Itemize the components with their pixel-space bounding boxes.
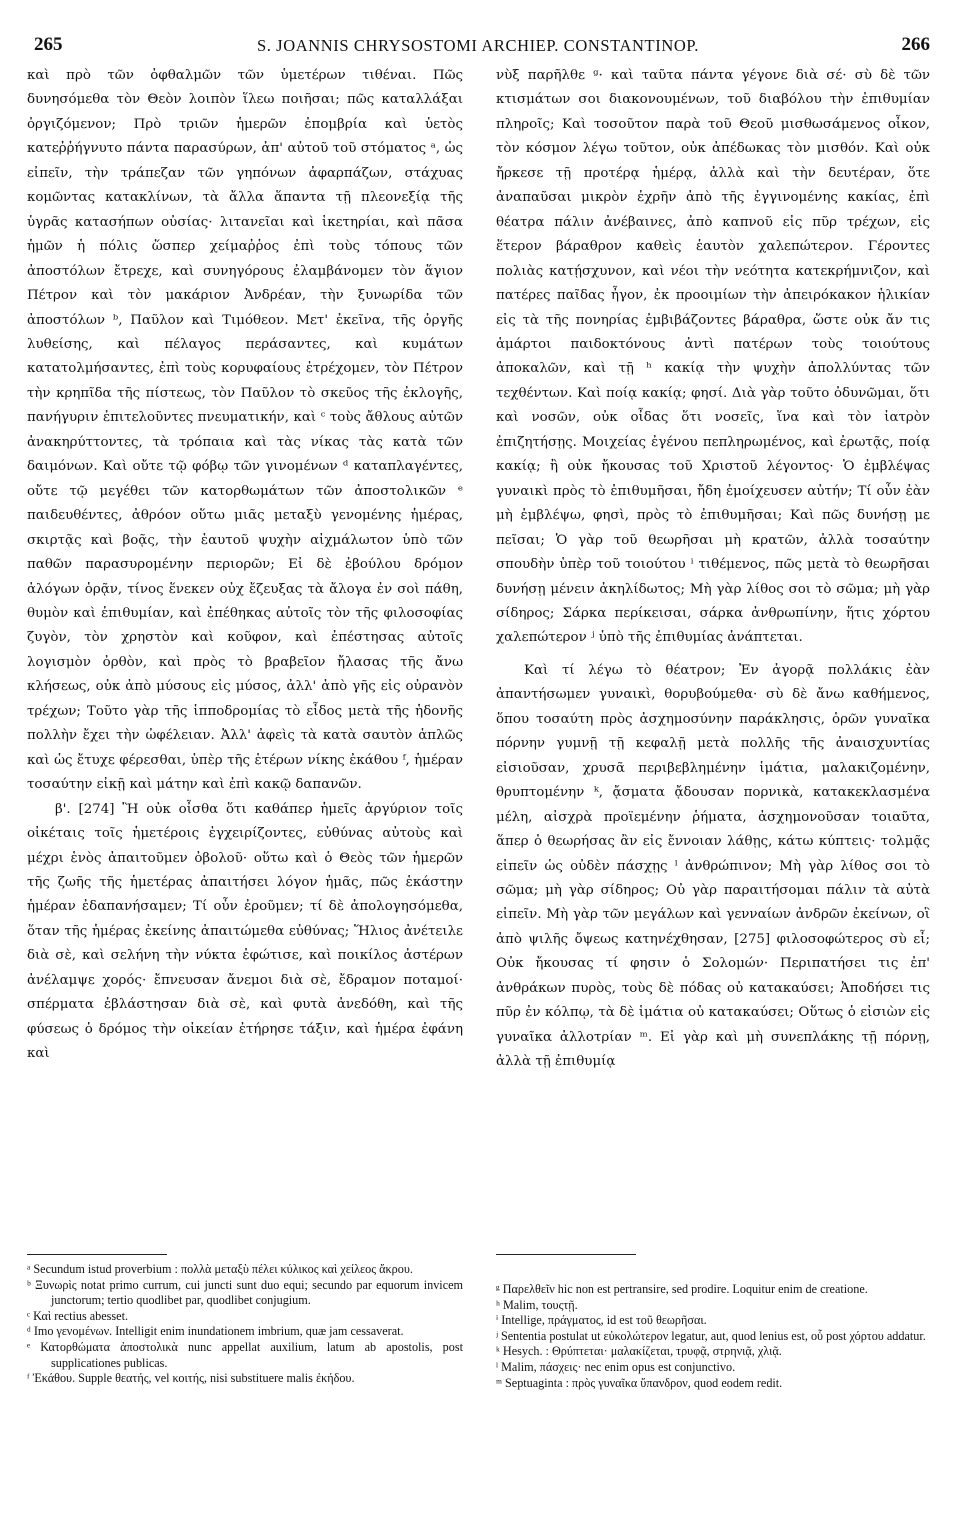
left-column: [27, 64, 463, 1067]
footnote-g: ᵍ Παρελθεῖν hic non est pertransire, sed prodire. Loquitur enim de creatione.: [496, 1282, 868, 1296]
footnote-a: ᵃ Secundum istud proverbium : πολλὰ μεταξὺ πέλει κύλικος καὶ χείλεος ἄκρου.: [27, 1262, 413, 1276]
footnote-m: ᵐ Septuaginta : πρὸς γυναῖκα ὕπανδρον, quod eodem redit.: [496, 1375, 783, 1390]
footnote-l: ˡ Malim, πάσχεις· nec enim opus est conjunctivo.: [496, 1359, 736, 1374]
footnotes-left: [27, 1262, 463, 1387]
page-number-left: 265: [34, 34, 63, 55]
footnote-b: ᵇ Ξυνωρὶς notat primo currum, cui juncti sunt duo equi; secundo par equorum invicem junctorum; tertio quodlibet par, quodlibet conjugium.: [27, 1277, 463, 1308]
right-paragraph-1: νὺξ παρῆλθε ᵍ· καὶ ταῦτα πάντα γέγονε διὰ σέ· σὺ δὲ τῶν κτισμάτων σοι διακονουμένων, τοῦ διαβόλου τὴν ἐπιθυμίαν πληροῖς; Καὶ τοσοῦτον παρὰ τοῦ Θεοῦ μισθωσάμενος οἶκον, τὸν κόσμον λέγω τοῦτον, οὐκ ἀπέδωκας τὸν μισθόν. Καὶ οὐκ ἤρκεσε τῇ προτέρᾳ ἡμέρᾳ, ἀλλὰ καὶ τὴν δευτέραν, ὅτε ἀναπαῦσαι μικρὸν ἐχρῆν ἀπὸ τῆς ἐγγινομένης κακίας, ἐπὶ θέατρα πάλιν ἀνέβαινες, ἀπὸ καπνοῦ εἰς πῦρ τρέχων, εἰς ἕτερον βάραθρον καθεὶς ἑαυτὸν χαλεπώτερον. Γέροντες πολιὰς κατῄσχυνον, καὶ νέοι τὴν νεότητα κατεκρήμνιζον, καὶ πατέρες παῖδας ἦγον, ἐκ προοιμίων τὴν ἀπειρόκακον ἡλικίαν εἰς τὰ τῆς πονηρίας ἐμβιβάζοντες βάραθρα, ὥστε οὐκ ἄν τις ἁμάρτοι παιδοκτόνους ἀντὶ πατέρων τοὺς τοιούτους ἀποκαλῶν, καὶ τῇ ʰ κακίᾳ τὴν ψυχὴν ἀπολλύντας τῶν τεχθέντων. Καὶ ποίᾳ κακίᾳ; φησί. Διὰ γὰρ τοῦτο ὀδυνῶμαι, ὅτι καὶ νοσῶν, οὐκ οἶδας ὅτι νοσεῖς, ἵνα καὶ τὸν ἰατρὸν ἐπιζητήσῃς. Μοιχείας ἐγένου πεπληρωμένος, καὶ ἐρωτᾷς, ποίᾳ κακίᾳ; ἢ οὐκ ἤκουσας τοῦ Χριστοῦ λέγοντος· Ὁ ἐμβλέψας γυναικὶ πρὸς τὸ ἐπιθυμῆσαι, ἤδη ἐμοίχευσεν αὐτήν; Τί οὖν ἐὰν μὴ ἐμβλέψω, φησὶ, πρὸς τὸ ἐπιθυμῆσαι; Καὶ πῶς δυνήσῃ με πεῖσαι; Ὁ γὰρ τοῦ θεωρῆσαι μὴ κρατῶν, ἀλλὰ τοσαύτην σπουδὴν ὑπὲρ τοῦ τοιούτου ⁱ τιθέμενος, πῶς μετὰ τὸ θεωρῆσαι δυνήσῃ μένειν ἀκηλίδωτος; Μὴ γὰρ λίθος σοι τὸ σῶμα; μὴ γὰρ σίδηρος; Σάρκα περίκεισαι, σάρκα ἀνθρωπίνην, ἥτις χόρτου χαλεπώτερον ʲ ὑπὸ τῆς ἐπιθυμίας ἀνάπτεται.: [496, 68, 930, 646]
footnote-c: ᶜ Καὶ rectius abesset.: [27, 1308, 128, 1323]
page-number-right: 266: [901, 34, 930, 55]
footnote-i: ⁱ Intellige, πράγματος, id est τοῦ θεωρῆσαι.: [496, 1313, 707, 1328]
footnote-k: ᵏ Hesych. : Θρύπτεται· μαλακίζεται, τρυφᾷ, στρηνιᾷ, χλιᾷ.: [496, 1344, 782, 1359]
left-paragraph-2: β'. [274] Ἢ οὐκ οἶσθα ὅτι καθάπερ ἡμεῖς ἀργύριον τοῖς οἰκέταις τοῖς ἡμετέροις ἐγχειρίζοντες, εὐθύνας αὐτοὺς καὶ μέχρι ἑνὸς ἀπαιτοῦμεν ὀβολοῦ· οὕτω καὶ ὁ Θεὸς τῶν ἡμερῶν τῆς ζωῆς τῆς ἡμετέρας ἀπαιτήσει λόγον ἡμᾶς, πῶς ἑκάστην ἡμέραν ἐδαπανήσαμεν; Τί οὖν ἐροῦμεν; τί δὲ ἀπολογησόμεθα, ὅταν τῆς ἡμέρας ἐκείνης ἀπαιτώμεθα εὐθύνας; Ἥλιος ἀνέτειλε διὰ σὲ, καὶ σελήνη τὴν νύκτα ἐφώτισε, καὶ ποικίλος ἀστέρων ἀνέλαμψε χορός· ἔπνευσαν ἄνεμοι διὰ σὲ, ἔδραμον ποταμοί· σπέρματα ἐβλάστησαν διὰ σὲ, καὶ φυτὰ ἀνεδόθη, καὶ τῆς φύσεως ὁ δρόμος τὴν οἰκείαν ἐτήρησε τάξιν, καὶ ἡμέρα ἐφάνη καὶ: [27, 801, 463, 1062]
footnote-h: ʰ Malim, τουςτῇ.: [496, 1297, 578, 1312]
footnote-rule-left: [27, 1254, 167, 1255]
footnote-f: ᶠ Ἐκάθου. Supple θεατής, vel κοιτής, nisi substituere malis ἐκήδου.: [27, 1371, 355, 1386]
page-header: [26, 34, 930, 58]
footnotes-right: [496, 1282, 930, 1391]
left-paragraph-1: καὶ πρὸ τῶν ὀφθαλμῶν τῶν ὑμετέρων τιθέναι. Πῶς δυνησόμεθα τὸν Θεὸν λοιπὸν ἵλεω ποιῆσαι; πῶς καταλλάξαι ὀργιζόμενον; Πρὸ τριῶν ἡμερῶν ἐπομβρία καὶ ὑετὸς κατεῤῥήγνυτο πάντα παρασύρων, ἀπ' αὐτοῦ τοῦ στόματος ᵃ, ὡς εἰπεῖν, τὴν τράπεζαν τῶν γηπόνων ἀφαρπάζων, στάχυας κομῶντας κατακλίνων, τὰ ἄλλα ἅπαντα τῇ πλεονεξίᾳ τῆς ὑγρᾶς κατασήπων οὐσίας· λιτανεῖαι καὶ ἱκετηρίαι, καὶ πᾶσα ἡμῶν ἡ πόλις ὥσπερ χείμαῤῥος ἐπὶ τοὺς τόπους τῶν ἀποστόλων ἔτρεχε, καὶ συνηγόρους ἐλαμβάνομεν τὸν ἅγιον Πέτρον καὶ τὸν μακάριον Ἀνδρέαν, τὴν ξυνωρίδα τῶν ἀποστόλων ᵇ, Παῦλον καὶ Τιμόθεον. Μετ' ἐκεῖνα, τῆς ὀργῆς λυθείσης, καὶ πέλαγος περάσαντες, καὶ κυμάτων κατατολμήσαντες, ἐπὶ τοὺς κορυφαίους ἐτρέχομεν, τὸν Πέτρον τὴν κρηπῖδα τῆς πίστεως, τὸν Παῦλον τὸ σκεῦος τῆς ἐκλογῆς, πανήγυριν ἐπιτελοῦντες πνευματικήν, καὶ ᶜ τοὺς ἄθλους αὐτῶν ἀνακηρύττοντες, τὰ τρόπαια καὶ τὰς νίκας τὰς κατὰ τῶν δαιμόνων. Καὶ οὔτε τῷ φόβῳ τῶν γινομένων ᵈ καταπλαγέντες, οὔτε τῷ μεγέθει τῶν κατορθωμάτων τῶν ἀποστολικῶν ᵉ παιδευθέντες, ἀθρόον οὕτω μιᾶς μεταξὺ γενομένης ἡμέρας, σκιρτᾷς καὶ βοᾷς, τὴν ἑαυτοῦ ψυχὴν αἰχμάλωτον ὑπὸ τῶν παθῶν παρασυρομένην περιορῶν; Εἰ δὲ ἐβούλου δρόμον ἀλόγων ὁρᾷν, τίνος ἕνεκεν οὐχ ἔζευξας τὰ ἄλογα ἐν σοὶ πάθη, θυμὸν καὶ ἐπιθυμίαν, καὶ ἐπέθηκας αὐτοῖς τὸν τῆς φιλοσοφίας ζυγὸν, τὸν χρηστὸν καὶ κοῦφον, καὶ ἐπέστησας αὐτοῖς λογισμὸν ὀρθὸν, καὶ πρὸς τὸ βραβεῖον ἤλασας τῆς ἄνω κλήσεως, οὐκ ἀπὸ μύσους εἰς μύσος, ἀλλ' ἀπὸ γῆς εἰς οὐρανὸν τρέχων; Τοῦτο γὰρ τῆς ἱπποδρομίας τὸ εἶδος μετὰ τῆς ἡδονῆς πολλὴν ἔχει τὴν ὠφέλειαν. Ἀλλ' ἀφεὶς τὰ κατὰ σαυτὸν ἁπλῶς καὶ ὡς ἔτυχε φέρεσθαι, ὑπὲρ τῆς ἑτέρων νίκης ἐκάθου ᶠ, ἡμέραν τοσαύτην εἰκῇ καὶ μάτην καὶ ἐπὶ κακῷ δαπανῶν.: [27, 68, 463, 793]
footnote-e: ᵉ Κατορθώματα ἀποστολικὰ nunc appellat auxilium, latum ab apostolis, post supplicationes publicas.: [27, 1339, 463, 1370]
right-paragraph-2: Καὶ τί λέγω τὸ θέατρον; Ἐν ἀγορᾷ πολλάκις ἐὰν ἀπαντήσωμεν γυναικὶ, θορυβούμεθα· σὺ δὲ ἄνω καθήμενος, ὅπου τοσαύτη πρὸς ἀσχημοσύνην παράκλησις, ὁρῶν γυναῖκα πόρνην γυμνῇ τῇ κεφαλῇ μετὰ πολλῆς τῆς ἀναισχυντίας εἰσιοῦσαν, χρυσᾶ περιβεβλημένην ἱμάτια, μαλακιζομένην, θρυπτομένην ᵏ, ᾄσματα ᾄδουσαν πορνικὰ, κατακεκλασμένα μέλη, αἰσχρὰ προϊεμένην ῥήματα, ἀσχημονοῦσαν τοιαῦτα, ἅπερ ὁ θεωρήσας ἂν εἰς ἔννοιαν λάθῃς, κάτω κύπτεις· τολμᾷς εἰπεῖν ὡς οὐδὲν πάσχῃς ˡ ἀνθρώπινον; Μὴ γὰρ λίθος σοι τὸ σῶμα; μὴ γὰρ σίδηρος; Οὐ γὰρ παραιτήσομαι πάλιν τὰ αὐτὰ εἰπεῖν. Μὴ γὰρ τῶν μεγάλων καὶ γενναίων ἀνδρῶν ἐκείνων, οἳ ἀπὸ ψιλῆς ὄψεως κατηνέχθησαν, [275] φιλοσοφώτερος σὺ εἶ; Οὐκ ἤκουσας τί φησιν ὁ Σολομών· Περιπατήσει τις ἐπ' ἀνθράκων πυρὸς, τοὺς δὲ πόδας οὐ κατακαύσει; Ἀποδήσει τις πῦρ ἐν κόλπῳ, τὰ δὲ ἱμάτια οὐ κατακαύσει; Οὕτως ὁ εἰσιὼν εἰς γυναῖκα ἀλλοτρίαν ᵐ. Εἰ γὰρ καὶ μὴ συνεπλάκης τῇ πόρνῃ, ἀλλὰ τῇ ἐπιθυμίᾳ: [496, 662, 930, 1070]
footnote-rule-right: [496, 1254, 636, 1255]
footnote-d: ᵈ Imo γενομένων. Intelligit enim inundationem imbrium, quæ jam cessaverat.: [27, 1324, 404, 1339]
footnote-j: ʲ Sententia postulat ut εὐκολώτερον legatur, aut, quod lenius est, οὗ post χόρτου addatur.: [496, 1328, 926, 1343]
right-column: [496, 64, 930, 1075]
running-title: S. JOANNIS CHRYSOSTOMI ARCHIEP. CONSTANTINOP.: [256, 36, 700, 55]
